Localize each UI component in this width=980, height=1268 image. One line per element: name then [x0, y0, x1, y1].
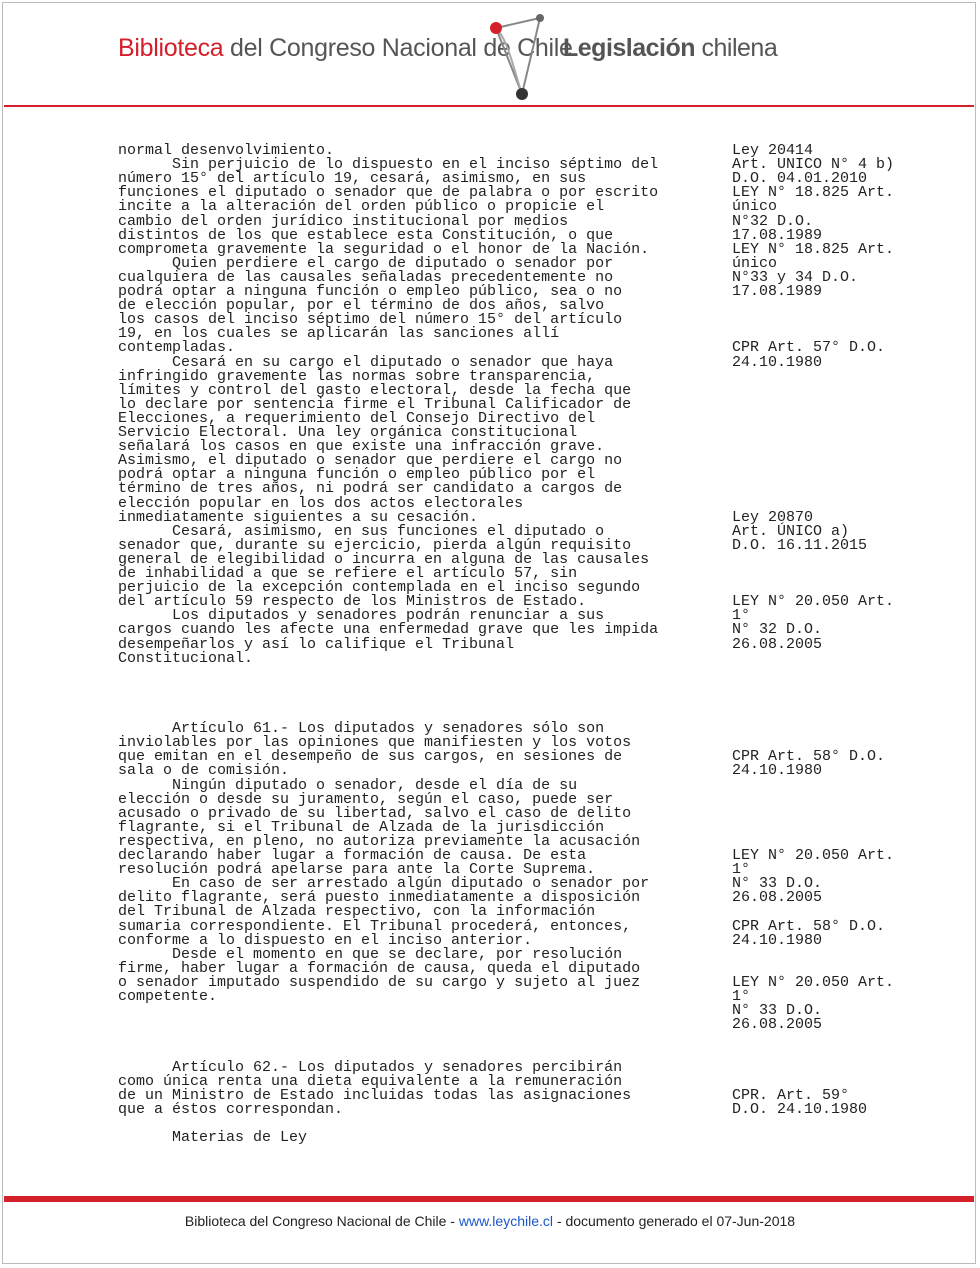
body-text-line: término de tres años, ni podrá ser candidato a cargos de [118, 480, 623, 498]
side-note-line: 1° [732, 861, 751, 879]
side-note-line: D.O. 04.01.2010 [732, 170, 868, 188]
body-text-line: cargos cuando les afecte una enfermedad grave que les impida [118, 621, 659, 639]
body-text-line: podrá optar a ninguna función o empleo público por el [118, 466, 596, 484]
body-text-line: los casos del inciso séptimo del número 15° del artículo [118, 311, 623, 329]
body-text-line: 19, en los cuales se aplicarán las sanciones allí [118, 325, 560, 343]
header-legislacion-bold: Legislación [563, 34, 696, 62]
body-text-line: de un Ministro de Estado incluidas todas las asignaciones [118, 1086, 632, 1104]
side-note-line: 26.08.2005 [732, 635, 823, 653]
body-text-line: Constitucional. [118, 649, 254, 667]
side-note-line: LEY N° 20.050 Art. [732, 973, 895, 991]
body-text-line: distintos de los que establece esta Constitución, o que [118, 226, 614, 244]
body-text-line: Quien perdiere el cargo de diputado o senador por [118, 254, 614, 272]
body-text-line: senador que, durante su ejercicio, pierda algún requisito [118, 536, 632, 554]
side-note-line: Art. UNICO N° 4 b) [732, 156, 895, 174]
body-text-line: o senador imputado suspendido de su cargo y sujeto al juez [118, 973, 641, 991]
side-note-line: 26.08.2005 [732, 1016, 823, 1034]
body-text-line: sumaria correspondiente. El Tribunal procederá, entonces, [118, 917, 632, 935]
body-text-line: competente. [118, 988, 218, 1005]
header-legislacion [563, 34, 777, 63]
body-text-line: del artículo 59 respecto de los Ministros de Estado. [118, 593, 587, 611]
side-note-line: 24.10.1980 [732, 762, 823, 780]
side-note-line: 17.08.1989 [732, 226, 823, 244]
side-note-line: Ley 20870 [732, 508, 814, 526]
header-brand-rest: del Congreso Nacional de Chile [223, 34, 573, 62]
body-text-line: respectiva, en pleno, no autoriza previamente la acusación [118, 832, 641, 850]
body-text-line: inviolables por las opiniones que manifiesten y los votos [118, 734, 632, 752]
body-text-line: Artículo 61.- Los diputados y senadores sólo son [118, 720, 605, 738]
body-text-line: perjuicio de la excepción contemplada en el inciso segundo [118, 579, 641, 597]
body-text-line: delito flagrante, será puesto inmediatamente a disposición [118, 889, 641, 907]
side-note-line: CPR Art. 58° D.O. [732, 748, 886, 766]
side-note-line: LEY N° 20.050 Art. [732, 593, 895, 611]
side-note-line: único [732, 198, 778, 216]
body-text-line: Materias de Ley [118, 1129, 308, 1146]
body-text-line: Ningún diputado o senador, desde el día de su [118, 776, 578, 794]
body-text-line: Elecciones, a requerimiento del Consejo Directivo del [118, 409, 596, 427]
side-note-line: N° 32 D.O. [732, 621, 823, 639]
body-text-line: acusado o privado de su libertad, salvo el caso de delito [118, 804, 632, 822]
side-note-line: LEY N° 18.825 Art. [732, 184, 895, 202]
body-text-line: Los diputados y senadores podrán renunciar a sus [118, 607, 605, 625]
side-note-line: N° 33 D.O. [732, 1002, 823, 1020]
side-note-line: N°33 y 34 D.O. [732, 268, 859, 286]
footer-prefix: Biblioteca del Congreso Nacional de Chile - [184, 1213, 459, 1229]
body-text-line: Sin perjuicio de lo dispuesto en el inciso séptimo del [118, 156, 659, 174]
body-text-line: Desde el momento en que se declare, por resolución [118, 945, 623, 963]
side-note-line: N°32 D.O. [732, 212, 814, 230]
side-note-line: LEY N° 18.825 Art. [732, 240, 895, 258]
body-text-line: señalará los casos en que existe una infracción grave. [118, 438, 605, 456]
side-note-line: Ley 20414 [732, 142, 814, 159]
body-text-line: lo declare por sentencia firme el Tribunal Calificador de [118, 395, 632, 413]
footer-divider [4, 1196, 974, 1202]
side-note-line: 17.08.1989 [732, 283, 823, 300]
header-divider [4, 105, 974, 107]
side-note-line: CPR Art. 58° D.O. [732, 917, 886, 935]
body-text-line: incite a la alteración del orden público o propicie el [118, 198, 605, 216]
footer-link[interactable]: www.leychile.cl [458, 1213, 553, 1229]
body-text-line: límites y control del gasto electoral, desde la fecha que [118, 381, 632, 399]
body-text-line: Cesará en su cargo el diputado o senador que haya [118, 353, 614, 371]
body-text-line: que a éstos correspondan. [118, 1100, 344, 1118]
body-text-line: conforme a lo dispuesto en el inciso anterior. [118, 931, 533, 949]
body-text-line: comprometa gravemente la seguridad o el honor de la Nación. [118, 240, 650, 258]
body-text-line: declarando haber lugar a formación de causa. De esta [118, 847, 587, 864]
side-note-line: 24.10.1980 [732, 353, 823, 371]
body-text-line: de elección popular, por el término de dos años, salvo [118, 297, 605, 315]
footer-suffix: - documento generado el 07-Jun-2018 [553, 1213, 796, 1229]
side-note-line: Art. ÚNICO a) [732, 522, 850, 540]
triangle-network-logo-icon [478, 10, 558, 102]
header-brand-red: Biblioteca [118, 34, 224, 62]
body-text-line: cambio del orden jurídico institucional por medios [118, 212, 569, 230]
body-text-line: flagrante, si el Tribunal de Alzada de la jurisdicción [118, 818, 605, 836]
footer-text [0, 1213, 980, 1229]
body-text-line: funciones el diputado o senador que de palabra o por escrito [118, 184, 659, 202]
side-note-line: D.O. 24.10.1980 [732, 1100, 868, 1118]
body-text-line: de inhabilidad a que se refiere el artículo 57, sin [118, 565, 578, 582]
body-text-line: elección popular en los dos actos electorales [118, 494, 524, 512]
body-text-line: como única renta una dieta equivalente a la remuneración [118, 1072, 623, 1090]
body-text-line: Asimismo, el diputado o senador que perdiere el cargo no [118, 452, 623, 470]
body-text-line: infringido gravemente las normas sobre transparencia, [118, 367, 596, 385]
body-text-line: firme, haber lugar a formación de causa, queda el diputado [118, 959, 641, 977]
body-text-line: que emitan en el desempeño de sus cargos, en sesiones de [118, 748, 623, 766]
body-text-line: Servicio Electoral. Una ley orgánica constitucional [118, 424, 578, 441]
body-text-line: general de elegibilidad o incurra en alguna de las causales [118, 550, 650, 568]
side-note-line: 1° [732, 988, 751, 1005]
side-note-line: CPR Art. 57° D.O. [732, 339, 886, 357]
body-text-line: resolución podrá apelarse para ante la Corte Suprema. [118, 861, 596, 879]
body-text-line: número 15° del artículo 19, cesará, asimismo, en sus [118, 170, 587, 188]
body-text-line: del Tribunal de Alzada respectivo, con la información [118, 903, 596, 921]
side-note-line: 1° [732, 607, 751, 625]
body-text-line: podrá optar a ninguna función o empleo público, sea o no [118, 283, 623, 300]
side-note-line: N° 33 D.O. [732, 875, 823, 893]
body-text-line: cualquiera de las causales señaladas precedentemente no [118, 268, 614, 286]
side-note-line: único [732, 254, 778, 272]
side-note-line: CPR. Art. 59° [732, 1086, 850, 1104]
body-text-line: contempladas. [118, 339, 236, 357]
body-text-line: elección o desde su juramento, según el caso, puede ser [118, 790, 614, 808]
side-note-line: 24.10.1980 [732, 931, 823, 949]
body-text-line: Cesará, asimismo, en sus funciones el diputado o [118, 522, 605, 540]
body-text-line: desempeñarlos y así lo califique el Tribunal [118, 635, 515, 653]
body-text-line: En caso de ser arrestado algún diputado o senador por [118, 875, 650, 893]
side-note-line: LEY N° 20.050 Art. [732, 847, 895, 864]
body-text-line: normal desenvolvimiento. [118, 142, 335, 159]
body-text-line: inmediatamente siguientes a su cesación. [118, 508, 479, 526]
header-legislacion-light: chilena [695, 34, 778, 62]
side-note-line: 26.08.2005 [732, 889, 823, 907]
body-text-line: Artículo 62.- Los diputados y senadores percibirán [118, 1058, 623, 1076]
body-text-line: sala o de comisión. [118, 762, 290, 780]
side-note-line: D.O. 16.11.2015 [732, 536, 868, 554]
